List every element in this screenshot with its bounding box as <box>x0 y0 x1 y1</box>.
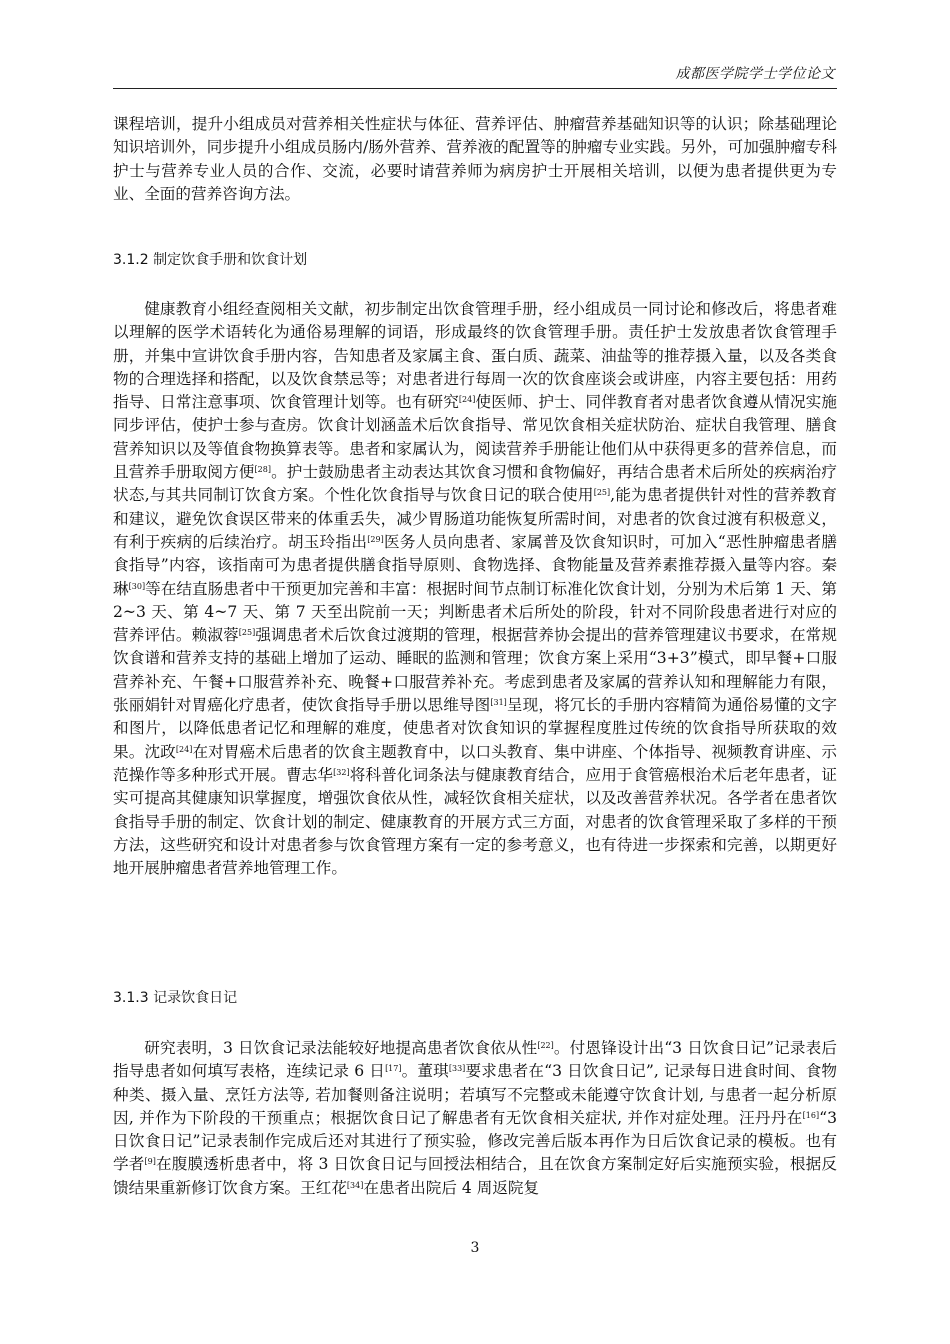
citation-ref: [25] <box>238 628 256 638</box>
text-run: 强调患者术后饮食过渡期的管理，根据营养协会提出的营养管理建议书要求，在常规饮食谱和营养支持的基础上增加了运动、睡眠的监测和管理；饮食方案上采用“3+3”模式，即早餐+口服营养补充、午餐+口服营养补充、晚餐+口服营养补充。考虑到患者及家属的营养认知和理解能力有限，张丽娟针对胃癌化疗患者，使饮食指导手册以思维导图 <box>113 626 837 715</box>
paragraph-diet-diary <box>113 1037 837 1200</box>
citation-ref: [24] <box>175 744 193 754</box>
text-run: 医务人员向患者、家属普及饮食知识时，可加入“恶性肿瘤患者膳食指导”内容，该指南可为患者提供膳食指导原则、食物选择、食物能量及营养素推荐摄入量等内容。秦琳 <box>113 532 837 598</box>
citation-ref: [16] <box>802 1110 820 1120</box>
citation-ref: [33] <box>448 1064 466 1074</box>
text-run: 。董琪 <box>401 1062 449 1081</box>
text-run: 使医师、护士、同伴教育者对患者饮食遵从情况实施同步评估，使护士参与查房。饮食计划涵盖术后饮食指导、常见饮食相关症状防治、症状自我管理、膳食营养知识以及等值食物换算表等。患者和家属认为，阅读营养手册能让他们从中获得更多的营养信息，而且营养手册取阅方便 <box>113 393 837 482</box>
citation-ref: [31] <box>490 698 507 708</box>
citation-ref: [32] <box>333 767 350 777</box>
page-number: 3 <box>470 1240 480 1256</box>
citation-ref: [25] <box>593 488 611 498</box>
text-run: 等在结直肠患者中干预更加完善和丰富：根据时间节点制订标准化饮食计划，分别为术后第 1 天、第 2~3 天、第 4~7 天、第 7 天至出院前一天；判断患者术后所处的阶段，针对不同阶段患者进行对应的营养评估。赖淑蓉 <box>113 579 837 645</box>
running-header: 成都医学院学士学位论文 <box>675 66 835 82</box>
text-run: 呈现，将冗长的手册内容精简为通俗易懂的文字和图片，以降低患者记忆和理解的难度，使患者对饮食知识的掌握程度胜过传统的饮食指导所获取的效果。沈政 <box>113 696 837 761</box>
text-run: 研究表明，3 日饮食记录法能较好地提高患者饮食依从性 <box>144 1039 538 1057</box>
text-run: “3 日饮食日记”记录表制作完成后还对其进行了预实验，修改完善后版本再作为日后饮食记录的模板。也有学者 <box>113 1108 837 1174</box>
text-run: 将科普化词条法与健康教育结合，应用于食管癌根治术后老年患者，证实可提高其健康知识掌握度，增强饮食依从性，减轻饮食相关症状，以及改善营养状况。各学者在患者饮食指导手册的制定、饮食计划的制定、健康教育的开展方式三方面，对患者的饮食管理采取了多样的干预方法，这些研究和设计对患者参与饮食管理方案有一定的参考意义，也有待进一步探索和完善，以期更好地开展肿瘤患者营养地管理工作。 <box>113 765 837 878</box>
citation-ref: [24] <box>458 395 476 405</box>
citation-ref: [9] <box>144 1157 156 1167</box>
text-run: 。付恩锋设计出“3 日饮食日记”记录表后指导患者如何填写表格，连续记录 6 日 <box>113 1039 837 1081</box>
citation-ref: [29] <box>367 534 384 544</box>
text-run: 健康教育小组经查阅相关文献，初步制定出饮食管理手册，经小组成员一同讨论和修改后，将患者难以理解的医学术语转化为通俗易理解的词语，形成最终的饮食管理手册。责任护士发放患者饮食管理手册，并集中宣讲饮食手册内容，告知患者及家属主食、蛋白质、蔬菜、油盐等的推荐摄入量，以及各类食物的合理选择和搭配，以及饮食禁忌等；对患者进行每周一次的饮食座谈会或讲座，内容主要包括：用药指导、日常注意事项、饮食管理计划等。也有研究 <box>113 300 837 412</box>
text-run: 要求患者在“3 日饮食日记”, 记录每日进食时间、食物种类、摄入量、烹饪方法等, 若加餐则备注说明；若填写不完整或未能遵守饮食计划, 与患者一起分析原因, 并作为下阶段的干预重点；根据饮食日记了解患者有无饮食相关症状, 并作对症处理。汪丹丹在 <box>113 1062 837 1127</box>
paragraph-diet-manual <box>113 298 837 880</box>
citation-ref: [30] <box>128 581 146 591</box>
citation-ref: [34] <box>346 1180 364 1190</box>
citation-ref: [28] <box>254 465 271 475</box>
text-run: 。护士鼓励患者主动表达其饮食习惯和食物偏好，再结合患者术后所处的疾病治疗状态,与其共同制订饮食方案。个性化饮食指导与饮食日记的联合使用 <box>113 463 837 505</box>
header-rule <box>113 88 837 89</box>
text-run: 在患者出院后 4 周返院复 <box>363 1178 540 1197</box>
text-run: 在腹膜透析患者中，将 3 日饮食日记与回授法相结合，且在饮食方案制定好后实施预实验，根据反馈结果重新修订饮食方案。王红花 <box>113 1155 837 1197</box>
section-heading-3-1-2: 3.1.2 制定饮食手册和饮食计划 <box>113 252 308 268</box>
text-run: ,能为患者提供针对性的营养教育和建议，避免饮食误区带来的体重丢失，减少胃肠道功能恢复所需时间，对患者的饮食过渡有积极意义，有利于疾病的后续治疗。胡玉玲指出 <box>113 486 837 551</box>
citation-ref: [22] <box>537 1041 554 1050</box>
intro-paragraph: 课程培训，提升小组成员对营养相关性症状与体征、营养评估、肿瘤营养基础知识等的认识；除基础理论知识培训外，同步提升小组成员肠内/肠外营养、营养液的配置等的肿瘤专业实践。另外，可加强肿瘤专科护士与营养专业人员的合作、交流，必要时请营养师为病房护士开展相关培训，以便为患者提供更为专业、全面的营养咨询方法。 <box>113 115 837 203</box>
citation-ref: [17] <box>385 1064 402 1074</box>
text-run: 在对胃癌术后患者的饮食主题教育中，以口头教育、集中讲座、个体指导、视频教育讲座、示范操作等多种形式开展。曹志华 <box>113 742 837 784</box>
section-heading-3-1-3: 3.1.3 记录饮食日记 <box>113 990 238 1006</box>
